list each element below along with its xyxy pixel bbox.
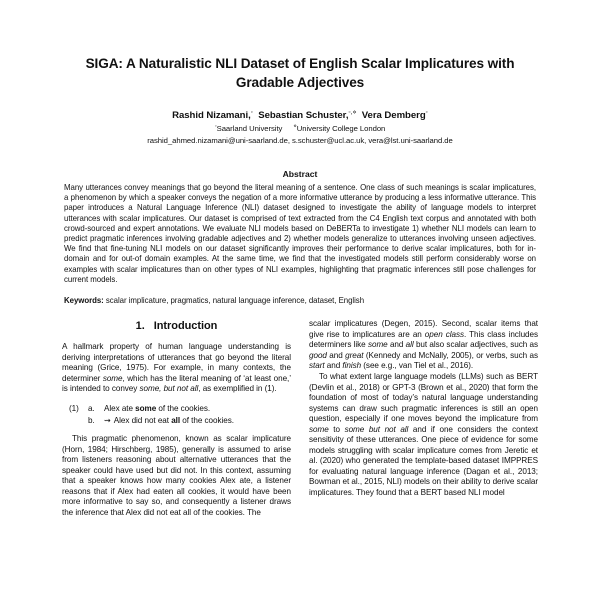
example-letter-a: a.	[88, 403, 95, 413]
intro-p1-italic-somebutnotall: some, but not all	[139, 384, 199, 394]
author-3-affiliation-marker: ◦	[425, 108, 428, 116]
right-p1-part-f: (Kennedy and McNally, 2005), or verbs, such as	[363, 350, 538, 360]
author-2-name: Sebastian Schuster,	[258, 110, 349, 121]
example-line-a	[62, 403, 291, 415]
right-p2-part-b: to	[328, 424, 345, 434]
example-text-a	[104, 403, 291, 415]
example-a-post: of the cookies.	[156, 403, 211, 413]
section-number: 1.	[135, 320, 145, 333]
intro-p1-italic-some: some	[102, 373, 123, 383]
example-block-1	[62, 403, 291, 426]
right-p1-italic-good: good	[309, 350, 327, 360]
right-p1-part-a: scalar implicatures (Degen, 2015). Second, scalar items that give rise to implicatures are an	[309, 319, 538, 339]
affiliation-list	[62, 123, 538, 134]
intro-paragraph-1	[62, 342, 291, 395]
right-p1-italic-great: great	[345, 350, 364, 360]
author-2-affiliation-marker: ◦,⋄	[348, 108, 357, 116]
abstract-paragraph: Many utterances convey meanings that go beyond the literal meaning of a sentence. One class of such meanings is scalar implicatures, a phenomenon by which a speaker conveys the negation of a more informative utterance by producing a less informative utterance. This paper introduces a Natural Language Inference (NLI) dataset designed to investigate the ability of language models to interpret utterances with scalar implicatures. Our dataset is comprised of text extracted from the C4 English text corpus and annotated with both crowd-sourced and expert annotations. We evaluate NLI models based on DeBERTa to investigate 1) whether NLI models can learn to predict pragmatic inferences involving gradable adjectives and 2) whether models generalize to utterances involving unseen adjectives. We find that fine-tuning NLI models on our dataset significantly improves their performance to derive scalar implicatures, both for in-domain and for out-of domain examples. At the same time, we find that the investigated models still perform considerably worse on examples with scalar implicatures than on other types of NLI examples, highlighting that pragmatic inferences still pose challenges for current models.	[64, 183, 536, 284]
abstract-body	[62, 183, 538, 285]
example-b-bold-all: all	[171, 415, 181, 425]
right-p1-part-c: and	[387, 340, 406, 350]
example-line-b	[62, 415, 291, 427]
squiggly-arrow-icon: ⇝	[104, 415, 111, 425]
author-1-name: Rashid Nizamani,	[172, 110, 251, 121]
affiliation-2-marker: ⋄	[293, 123, 297, 130]
page-title: SIGA: A Naturalistic NLI Dataset of English Scalar Implicatures with Gradable Adjectives	[85, 56, 515, 90]
example-text-b	[104, 415, 291, 427]
keywords-label: Keywords:	[64, 296, 104, 306]
right-p1-italic-openclass: open class	[424, 329, 464, 339]
right-column	[309, 319, 538, 518]
example-a-bold-some: some	[135, 403, 157, 413]
right-p1-part-e: and	[326, 350, 346, 360]
right-p1-part-g: and	[324, 361, 343, 371]
right-paragraph-1	[309, 319, 538, 372]
keywords-line	[62, 296, 538, 306]
right-p2-italic-some: some	[309, 424, 329, 434]
affiliation-1-name: Saarland University	[216, 124, 283, 133]
right-p1-part-b: . This class includes determiners like	[309, 329, 538, 350]
right-p1-part-d: but also scalar adjectives, such as	[413, 340, 539, 350]
right-p1-italic-some: some	[367, 340, 388, 350]
section-heading-introduction	[62, 319, 291, 333]
section-title: Introduction	[153, 320, 218, 333]
keywords-value: scalar implicature, pragmatics, natural language inference, dataset, English	[105, 296, 365, 306]
right-p1-part-h: (see e.g., van Tiel et al., 2016).	[361, 361, 474, 371]
author-list	[62, 109, 538, 122]
example-a-pre: Alex ate	[104, 403, 136, 413]
intro-p1-part-c: , as exemplified in (1).	[198, 384, 277, 394]
example-b-pre: Alex did not eat	[113, 415, 172, 425]
right-p2-part-c: and if one considers the context sensitivity of these utterances. One piece of evidence for some models struggling with scalar implicature comes from Jeretic et al. (2020) who generated the template-based dataset IMPPRES for evaluating natural language inference (Dagan et al., 2013; Bowman et al., 2015, NLI) models on their ability to derive scalar implicatures. They found that a BERT based NLI model	[309, 424, 539, 497]
affiliation-1-marker: ◦	[214, 123, 217, 130]
right-paragraph-2	[309, 372, 538, 499]
right-p2-italic-somebutnotall: some but not all	[344, 424, 409, 434]
author-emails: rashid_ahmed.nizamani@uni-saarland.de, s.schuster@ucl.ac.uk, vera@lst.uni-saarland.de	[147, 136, 453, 145]
intro-p1-part-b: , which has the literal meaning of ‘at least one,’ is intended to convey	[62, 373, 291, 394]
body-columns	[62, 319, 538, 518]
right-p1-italic-start: start	[309, 361, 325, 371]
author-1-affiliation-marker: ◦	[250, 108, 253, 116]
abstract-heading: Abstract	[282, 169, 318, 179]
left-column	[62, 319, 291, 518]
right-p2-part-a: To what extent large language models (LLMs) such as BERT (Devlin et al., 2018) or GPT-3 (Brown et al., 2020) that form the foundation of most of today’s natural language understanding systems can draw such pragmatic inferences is still an open question, especially if one moves beyond the implicature from	[309, 371, 538, 424]
example-number: (1)	[69, 403, 79, 413]
right-p1-italic-all: all	[405, 340, 414, 350]
author-3-name: Vera Demberg	[361, 110, 426, 121]
example-b-post: of the cookies.	[180, 415, 234, 425]
affiliation-2-name: University College London	[296, 124, 386, 133]
intro-paragraph-2: This pragmatic phenomenon, known as scalar implicature (Horn, 1984; Hirschberg, 1985), generally is assumed to arise from listeners reasoning about alternative utterances that the speaker could have used but did not. In this context, assuming that a speaker knows how many cookies Alex ate, a listener reasons that if Alex had eaten all cookies, it would have been more informative to say so, and consequently a listener draws the inference that Alex did not eat all of the cookies. The	[62, 434, 291, 517]
right-p1-italic-finish: finish	[342, 361, 362, 371]
intro-p1-part-a: A hallmark property of human language understanding is deriving interpretations of utterances that go beyond the literal meaning (Grice, 1975). For example, in many contexts, the determiner	[62, 342, 291, 383]
example-letter-b: b.	[88, 415, 95, 425]
